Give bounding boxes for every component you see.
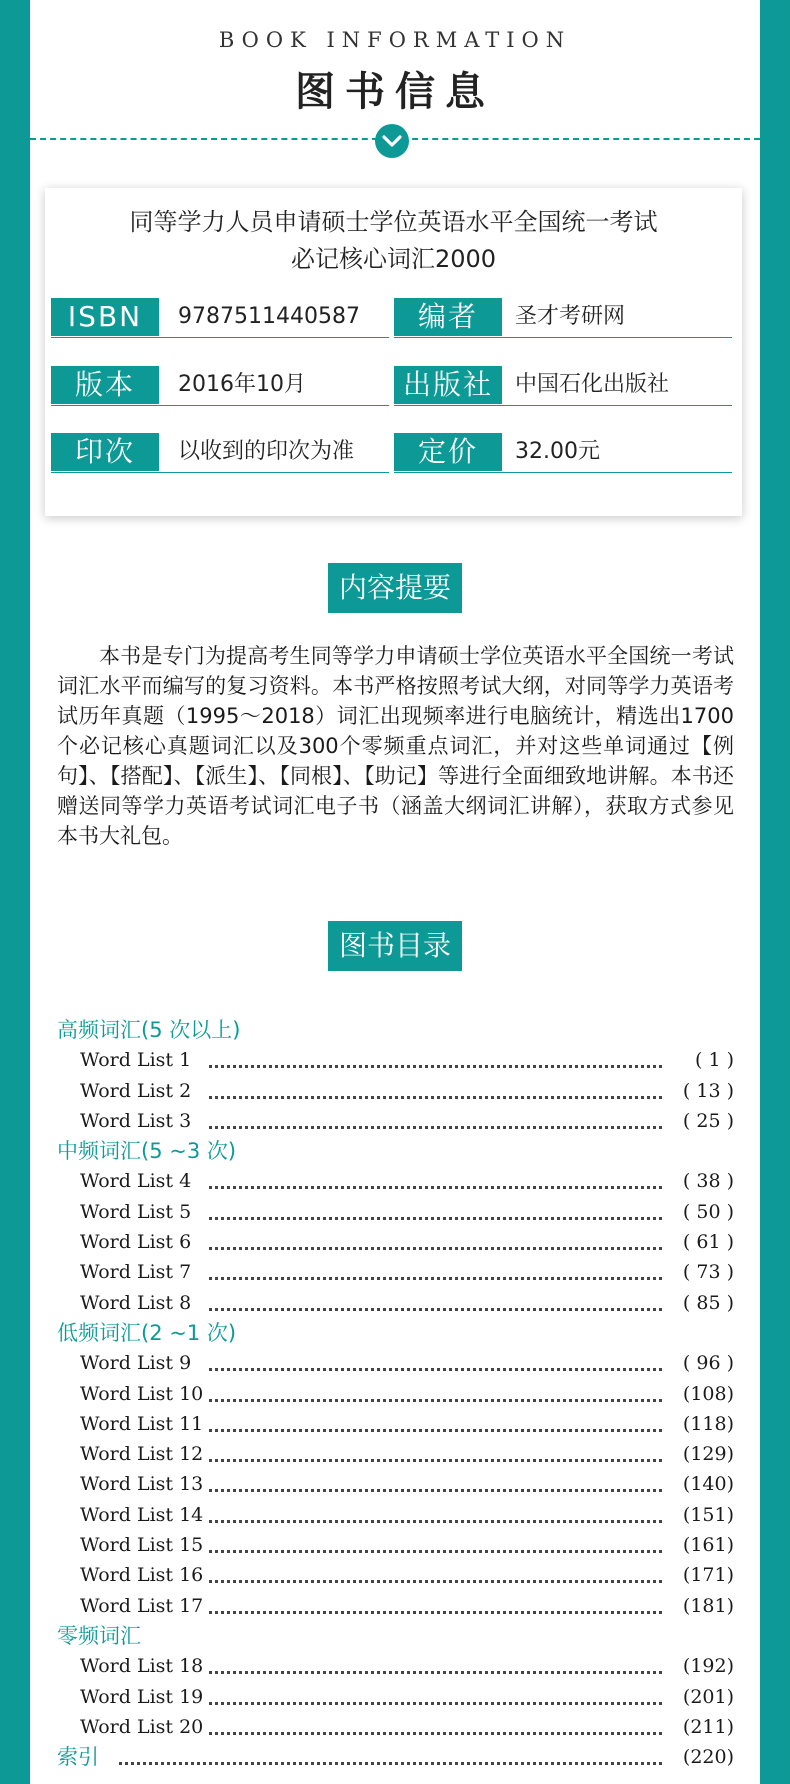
toc-entry-page: (151) bbox=[682, 1503, 734, 1526]
info-label: 出版社 bbox=[394, 366, 502, 404]
toc-entry[interactable] bbox=[30, 1076, 760, 1106]
toc-entry-name: Word List 4 bbox=[80, 1170, 192, 1193]
dot-leader bbox=[209, 1096, 662, 1099]
toc-entry[interactable] bbox=[30, 1530, 760, 1560]
info-price bbox=[394, 433, 732, 473]
toc-entry-name: Word List 11 bbox=[80, 1412, 204, 1435]
info-value: 9787511440587 bbox=[178, 304, 360, 329]
dot-leader bbox=[209, 1459, 662, 1462]
toc-entry[interactable] bbox=[30, 1045, 760, 1075]
toc-entry-name: Word List 5 bbox=[80, 1200, 192, 1223]
info-label: 定价 bbox=[394, 433, 502, 471]
info-value: 2016年10月 bbox=[178, 372, 306, 397]
dot-leader bbox=[209, 1186, 662, 1189]
dot-leader bbox=[209, 1308, 662, 1311]
toc-entry-page: ( 96 ) bbox=[682, 1352, 734, 1375]
info-printing bbox=[51, 433, 389, 473]
info-value: 中国石化出版社 bbox=[515, 372, 670, 397]
toc-entry-page: (211) bbox=[682, 1715, 734, 1738]
toc-entry-name: Word List 9 bbox=[80, 1352, 192, 1375]
dot-leader bbox=[209, 1217, 662, 1220]
toc-group-title: 零频词汇 bbox=[57, 1623, 141, 1648]
toc-entry[interactable] bbox=[30, 1379, 760, 1409]
toc-entry-name: Word List 1 bbox=[80, 1049, 192, 1072]
toc-entry-page: ( 61 ) bbox=[682, 1231, 734, 1254]
toc-entry-name: Word List 10 bbox=[80, 1382, 204, 1405]
dot-leader bbox=[209, 1580, 662, 1583]
toc-entry[interactable] bbox=[30, 1288, 760, 1318]
info-publisher bbox=[394, 366, 732, 406]
info-label: 版本 bbox=[51, 366, 159, 404]
info-editor bbox=[394, 298, 732, 338]
dot-leader bbox=[209, 1065, 662, 1068]
toc-entry-name: Word List 19 bbox=[80, 1685, 204, 1708]
toc-entry[interactable] bbox=[30, 1682, 760, 1712]
toc-entry-name: Word List 20 bbox=[80, 1715, 204, 1738]
toc-entry-name: Word List 8 bbox=[80, 1291, 192, 1314]
toc-entry[interactable] bbox=[30, 1712, 760, 1742]
toc-entry[interactable] bbox=[30, 1197, 760, 1227]
dot-leader bbox=[209, 1368, 662, 1371]
toc-entry[interactable] bbox=[30, 1257, 760, 1287]
toc-entry-name: Word List 3 bbox=[80, 1109, 192, 1132]
toc-entry[interactable] bbox=[30, 1500, 760, 1530]
chevron-down-icon bbox=[375, 124, 409, 158]
toc-entry-name: Word List 14 bbox=[80, 1503, 204, 1526]
toc-entry-page: ( 13 ) bbox=[682, 1079, 734, 1102]
header-title-cn: 图书信息 bbox=[295, 69, 495, 115]
toc-entry-page: (181) bbox=[682, 1594, 734, 1617]
toc-entry-page: (108) bbox=[682, 1382, 734, 1405]
toc-entry-name: Word List 6 bbox=[80, 1231, 192, 1254]
dot-leader bbox=[209, 1520, 662, 1523]
dot-leader bbox=[209, 1702, 662, 1705]
dot-leader bbox=[209, 1489, 662, 1492]
toc-entry-page: (140) bbox=[682, 1473, 734, 1496]
toc-entry-page: ( 73 ) bbox=[682, 1261, 734, 1284]
summary-text: 本书是专门为提高考生同等学力申请硕士学位英语水平全国统一考试词汇水平而编写的复习资料。本书严格按照考试大纲，对同等学力英语考试历年真题（1995～2018）词汇出现频率进行电脑统计，精选出1700个必记核心真题词汇以及300个零频重点词汇，并对这些单词通过【例句】、【搭配】、【派生】、【同根】、【助记】等进行全面细致地讲解。本书还赠送同等学力英语考试词汇电子书（涵盖大纲词汇讲解），获取方式参见本书大礼包。 bbox=[57, 644, 734, 848]
book-info-card bbox=[45, 188, 742, 516]
toc-entry[interactable] bbox=[30, 1651, 760, 1681]
info-label: 编者 bbox=[394, 298, 502, 336]
info-edition bbox=[51, 366, 389, 406]
toc-index-entry[interactable] bbox=[30, 1742, 760, 1772]
info-label: ISBN bbox=[51, 298, 159, 336]
toc-entry-name: Word List 16 bbox=[80, 1564, 204, 1587]
header-title-en: BOOK INFORMATION bbox=[218, 28, 572, 52]
toc-entry-name: Word List 2 bbox=[80, 1079, 192, 1102]
toc-index-page: (220) bbox=[682, 1746, 734, 1769]
toc-entry-page: (192) bbox=[682, 1655, 734, 1678]
toc-entry[interactable] bbox=[30, 1469, 760, 1499]
dot-leader bbox=[209, 1550, 662, 1553]
toc-entry-page: (171) bbox=[682, 1564, 734, 1587]
toc-entry[interactable] bbox=[30, 1106, 760, 1136]
page-panel bbox=[30, 0, 760, 1784]
book-title bbox=[45, 204, 742, 278]
toc-entry[interactable] bbox=[30, 1591, 760, 1621]
toc-entry[interactable] bbox=[30, 1409, 760, 1439]
info-value: 圣才考研网 bbox=[515, 304, 626, 329]
dot-leader bbox=[209, 1429, 662, 1432]
dot-leader bbox=[209, 1126, 662, 1129]
toc-entry-page: (129) bbox=[682, 1443, 734, 1466]
toc-entry-page: ( 85 ) bbox=[682, 1291, 734, 1314]
toc-entry-page: ( 38 ) bbox=[682, 1170, 734, 1193]
toc-group-title: 低频词汇(2 ~1 次) bbox=[57, 1320, 237, 1345]
info-value: 以收到的印次为准 bbox=[178, 439, 355, 464]
toc-entry-page: (118) bbox=[682, 1412, 734, 1435]
toc-group-title: 高频词汇(5 次以上) bbox=[57, 1018, 241, 1042]
book-title-line2: 必记核心词汇2000 bbox=[290, 245, 497, 273]
table-of-contents bbox=[30, 1015, 760, 1772]
dot-leader bbox=[209, 1732, 662, 1735]
dot-leader bbox=[209, 1671, 662, 1674]
toc-entry-name: Word List 7 bbox=[80, 1261, 192, 1284]
toc-entry-name: Word List 12 bbox=[80, 1443, 204, 1466]
info-label: 印次 bbox=[51, 433, 159, 471]
toc-group-title: 中频词汇(5 ~3 次) bbox=[57, 1139, 237, 1164]
toc-entry-name: Word List 13 bbox=[80, 1473, 204, 1496]
toc-entry-name: Word List 17 bbox=[80, 1594, 204, 1617]
toc-entry[interactable] bbox=[30, 1439, 760, 1469]
dot-leader bbox=[209, 1399, 662, 1402]
toc-entry-name: Word List 15 bbox=[80, 1534, 204, 1557]
toc-entry-page: (161) bbox=[682, 1534, 734, 1557]
toc-entry[interactable] bbox=[30, 1166, 760, 1196]
toc-entry-page: ( 1 ) bbox=[695, 1049, 734, 1072]
book-title-line1: 同等学力人员申请硕士学位英语水平全国统一考试 bbox=[129, 208, 658, 236]
toc-entry-page: ( 25 ) bbox=[682, 1109, 734, 1132]
toc-entry-page: ( 50 ) bbox=[682, 1200, 734, 1223]
toc-index-name: 索引 bbox=[57, 1745, 99, 1770]
toc-entry[interactable] bbox=[30, 1227, 760, 1257]
dot-leader bbox=[119, 1762, 662, 1765]
dot-leader bbox=[209, 1611, 662, 1614]
info-value: 32.00元 bbox=[515, 439, 600, 464]
dot-leader bbox=[209, 1277, 662, 1280]
dot-leader bbox=[209, 1247, 662, 1250]
toc-entry[interactable] bbox=[30, 1348, 760, 1378]
toc-entry-name: Word List 18 bbox=[80, 1655, 204, 1678]
toc-entry-page: (201) bbox=[682, 1685, 734, 1708]
toc-entry[interactable] bbox=[30, 1560, 760, 1590]
summary-heading: 内容提要 bbox=[328, 563, 462, 613]
info-isbn bbox=[51, 298, 389, 338]
toc-heading: 图书目录 bbox=[328, 921, 462, 971]
